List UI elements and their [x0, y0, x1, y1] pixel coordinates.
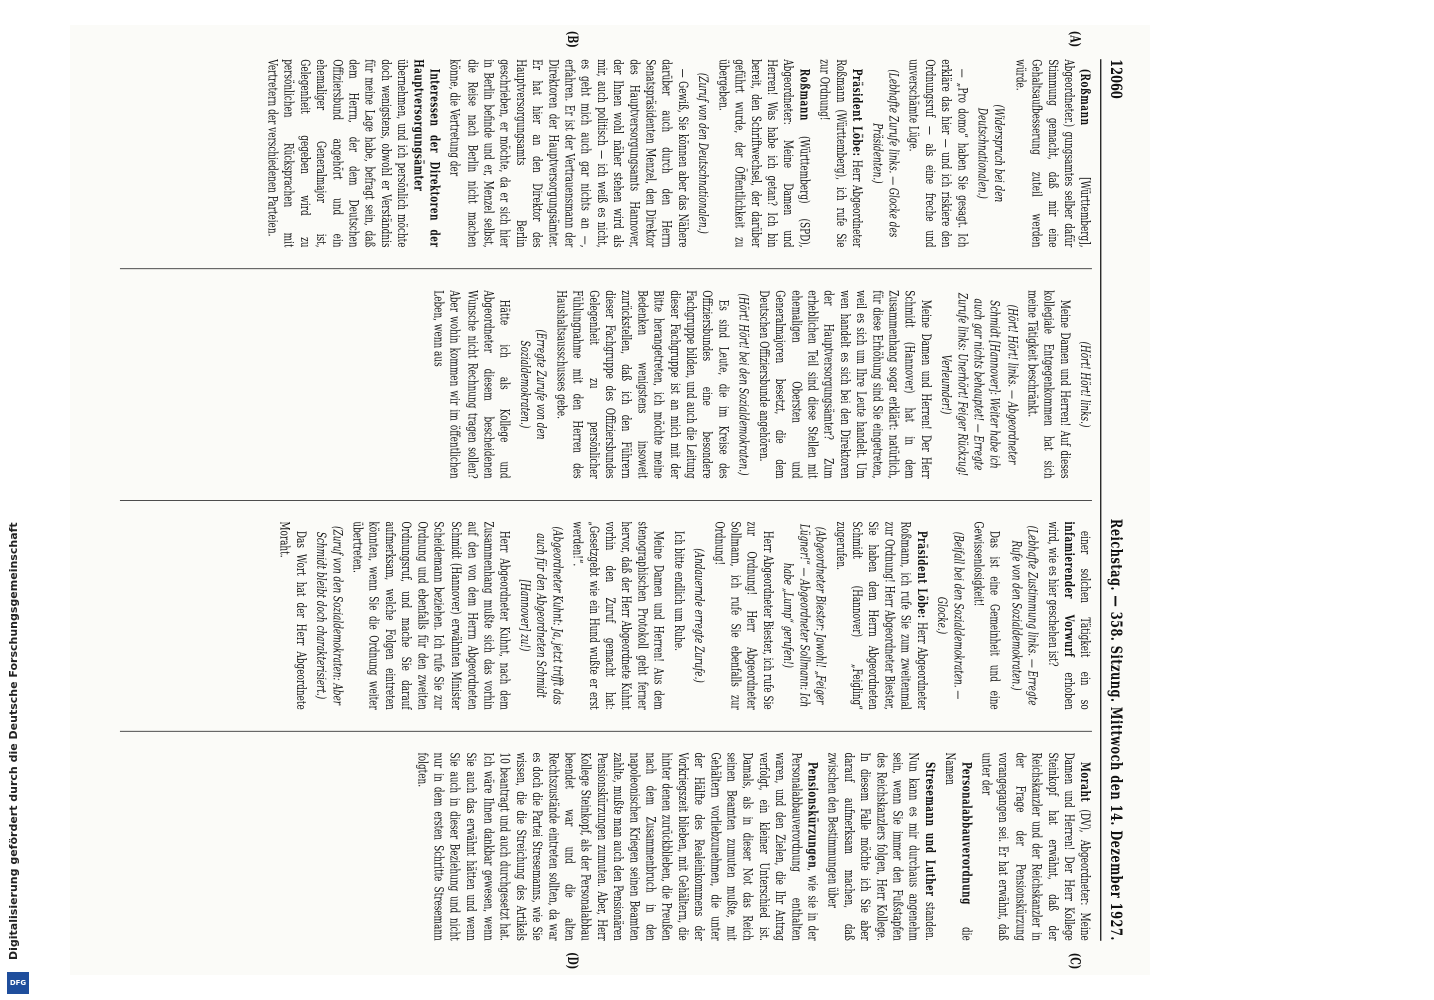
emphasized-text: Stresemann und Luther: [922, 761, 938, 897]
paragraph-text: Hätte ich als Kollege und Abgeordneter diesem bescheidenen Wunsche nicht Rechnung tragen sollen? Aber wohin kommen wir im öffentlichen Leben, wenn aus: [431, 290, 511, 479]
paragraph-text: Meine Damen und Herren! Auf dieses kollegiale Entgegenkommen hat sich meine Tätigkeit beschränkt.: [1023, 290, 1072, 479]
column-divider: [119, 500, 1091, 501]
paragraph-text: (Württemberg) (SPD), Abgeordneter: Meine Damen und Herren! Was habe ich getan? Ich bin bereit, den Schriftwechsel, der darüber geführt wurde, der Öffentlichkeit zu übergeben.: [715, 59, 812, 248]
speaker-name: Präsident Löbe:: [849, 68, 865, 157]
speaker-name: Roßmann: [796, 68, 812, 121]
paragraph-text: Ich bitte endlich um Ruhe.: [670, 530, 686, 652]
paragraph: [832, 521, 929, 709]
paragraph: [413, 752, 819, 940]
paragraph-text: , wie sie in der Personalabbauverordnung enthalten waren, und den Zielen, die Ihr Antrag verfolgt, ein kleiner Unterschied ist. Damals, als in dieser Not das Reich seinen Beamten zumuten mußte, mit Gehältern vorliebzunehmen, die unter der Hälfte des Realeinkommens der Vorkriegszeit blieben, mit Gehältern, die hinter denen zurückblieben, die Preußen nach dem Zusammenbruch in den napoleonischen Kriegen seinen Beamten zahlte, mußte man auch den Pensionären Pensionskürzungen zumuten. Aber, Herr Kollege Steinkopf, als der Personalabbau beendet war und die alten Rechtszustände eintreten sollten, da war es doch die Partei Stresemanns, wie Sie wissen, die die Streichung des Artikels 10 beantragt und auch durchgesetzt hat. Ich wäre Ihnen dankbar gewesen, wenn Sie auch das erwähnt hätten und wenn Sie auch in dieser Beziehung und nicht nur in dem ersten Schritte Stresemann folgten.: [414, 752, 820, 941]
paragraph: [710, 521, 775, 709]
paragraph-text: einer solchen Tätigkeit ein so: [1076, 530, 1092, 710]
digitization-credit: Digitalisierung gefördert durch die Deutsche Forschungsgemeinschaft: [7, 522, 20, 960]
paragraph: [823, 752, 937, 940]
paragraph-text: Herr Abgeordneter Roßmann, ich rufe Sie zum zweitenmal zur Ordnung! Herr Abgeordneter Biester, Sie haben dem Herrn Abgeordneten Schmidt (Hannover) „Feigling“ zugerufen.: [833, 521, 930, 710]
paragraph: [1010, 59, 1091, 247]
text-column-2: [119, 290, 1091, 478]
page-number: 12060: [1106, 59, 1126, 99]
interjection: (Hört! Hört! links. — Abgeordneter Schmidt [Hannover]: Weiter habe ich auch gar nichts behauptet! — Erregte Zurufe links: Unerhört! Feiger Rückzug! Verleumder!): [938, 292, 1019, 476]
paragraph: [754, 290, 933, 478]
paragraph-text: erhoben wird, wie es hier geschehen ist?: [1044, 521, 1076, 710]
paragraph-text: die Namen: [942, 752, 974, 941]
emphasized-text: Pensionskürzungen: [804, 761, 820, 869]
dfg-logo: DFG: [7, 972, 29, 994]
paragraph: [669, 521, 685, 709]
paragraph-text: Herr Abgeordneter Biester, ich rufe Sie zur Ordnung! Herr Abgeordneter Sollmann, ich rufe Sie ebenfalls zur Ordnung!: [711, 521, 775, 710]
document-page: [70, 25, 1150, 975]
paragraph-text: — „Pro domo“ haben Sie gesagt. Ich erkläre das hier — und ich riskiere den Ordnungsruf — als eine freche und unverschämte Lüge.: [906, 59, 970, 248]
paragraph: [551, 290, 730, 478]
paragraph: [349, 521, 511, 709]
column-divider: [119, 731, 1091, 732]
interjection: (Hört! Hört! links.): [1076, 341, 1092, 428]
interjection: (Andauernde erregte Zurufe.): [690, 548, 706, 683]
paragraph: [1043, 521, 1092, 709]
paragraph-text: — Gewiß, Sie können aber das Nähere darüber auch durch den Herrn Senatspräsidenten Menzel, den Direktor des Hauptversorgungsamts Hannover, der Ihnen wohl näher stehen wird als mir, auch politisch — ich weiß es nicht, es geht mich auch gar nichts an —, erfahren. Er ist der Vertrauensmann der Direktoren der Hauptversorgungsämter. Er hat hier an den Direktor des Hauptversorgungsamts Berlin geschrieben, er möchte, da er sich hier in Berlin befinde und er, Menzel selbst, die Reise nach Berlin nicht machen könne, die Vertretung der: [447, 59, 690, 248]
speaker-name: Moraht: [1076, 761, 1092, 803]
text-columns: [119, 30, 1092, 970]
emphasized-text: Interessen der Direktoren der Hauptversorgungsämter: [410, 59, 442, 248]
emphasized-text: Personalabbauverordnung: [958, 761, 974, 905]
rotated-page-container: [70, 25, 1150, 975]
paragraph: [1022, 290, 1071, 478]
paragraph-text: [Württemberg], Abgeordneter.) gungsamtes selber dafür Stimmung gemacht, daß mir eine Gehaltsaufbesserung zuteil werden würde.: [1011, 59, 1092, 248]
paragraph: [905, 59, 970, 247]
interjection: (Widerspruch bei den Deutschnationalen.): [975, 104, 1007, 203]
interjection: (Lebhafte Zurufe links. — Glocke des Präsidenten.): [869, 69, 901, 238]
column-divider: [119, 268, 1091, 269]
emphasized-text: infamierender Vorwurf: [1060, 521, 1076, 658]
margin-marker-b: (B): [563, 30, 579, 48]
paragraph-text: Das Wort hat der Herr Abgeordnete Moraht.: [276, 521, 308, 710]
paragraph-text: (DV), Abgeordneter: Meine Damen und Herren! Der Herr Kollege Steinkopf hat erwähnt, daß der Reichskanzler und der Reichskanzler in der Frage der Pensionskürzung vorangegangen sei. Er hat erwähnt, daß unter der: [979, 752, 1092, 941]
margin-marker-c: (C): [1065, 952, 1081, 970]
interjection: (Abgeordneter Biester: Jawohl! „Feiger Lügner!“ — Abgeordneter Sollmann: Ich habe „Lump“ gerufen!): [780, 523, 828, 708]
paragraph-text: Meine Damen und Herren! Der Herr Schmidt (Hannover) hat in dem Zusammenhang sogar erklärt: natürlich, für diese Erhöhung sind Sie eingetreten, weil es sich um Ihre Leute handelt. Um wen handelt es sich bei den Direktoren der Hauptversorgungsämter? Zum erheblichen Teil sind diese Stellen mit ehemaligen Obersten und Generalmajoren besetzt, die dem Deutschen Offiziersbunde angehören.: [755, 290, 934, 479]
paragraph: [941, 752, 973, 940]
digitization-footer: [0, 0, 36, 1000]
interjection: (Hört! Hört! bei den Sozialdemokraten.): [735, 293, 751, 476]
paragraph: [714, 59, 811, 247]
interjection: (Beifall bei den Sozialdemokraten. — Glocke.): [934, 531, 966, 700]
interjection: (Erregte Zurufe von den Sozialdemokraten.): [516, 329, 548, 440]
interjection: (Zuruf von den Deutschnationalen.): [694, 72, 710, 234]
paragraph: [970, 521, 1002, 709]
speaker-name: (Roßmann: [1076, 68, 1092, 126]
text-column-4: [119, 752, 1091, 940]
paragraph: [568, 521, 665, 709]
paragraph: [815, 59, 864, 247]
paragraph-text: Es sind Leute, die im Kreise des Offiziersbundes eine besondere Fachgruppe bilden, und auch die Leitung dieser Fachgruppe ist an mich mit der Bitte herangetreten, ich möchte meine Bedenken wenigstens insoweit zurückstellen, daß ich den Führern dieser Fachgruppe des Offiziersbundes Gelegenheit zu persönlicher Fühlungnahme mit den Herren des Haushaltsausschusses gebe.: [552, 290, 731, 479]
interjection: (Zuruf von den Sozialdemokraten: Aber Schmidt bleibt doch charakterisiert.): [313, 526, 345, 706]
paragraph-text: übernehmen, und ich persönlich möchte doch wenigstens, obwohl er Verständnis für meine Lage habe, befragt sein, daß dem Herrn, der dem Deutschen Offiziersbund angehört und ein ehemaliger Generalmajor ist, Gelegenheit gegeben wird zu persönlichen Rücksprachen mit Vertretern der verschiedenen Parteien.: [264, 59, 410, 248]
text-column-3: [119, 521, 1091, 709]
page-header: [1100, 59, 1126, 941]
interjection: (Lebhafte Zustimmung links. — Erregte Rufe von den Sozialdemokraten.): [1007, 525, 1039, 706]
paragraph-text: Meine Damen und Herren! Aus dem stenographischen Protokoll geht ferner hervor, daß der Herr Abgeordnete Kuhnt vorhin den Zuruf gemacht hat: „Gesetzgebt wie ein Hund wußte er erst werden!“.: [569, 521, 666, 710]
margin-marker-a: (A): [1065, 30, 1081, 48]
text-column-1: [119, 59, 1091, 247]
paragraph-text: Herr Abgeordneter Roßmann (Württemberg), ich rufe Sie zur Ordnung!: [816, 59, 865, 248]
paragraph: [263, 59, 442, 247]
paragraph: [275, 521, 307, 709]
speaker-name: Präsident Löbe:: [914, 530, 930, 619]
interjection: (Abgeordneter Kuhnt: Ja, jetzt trifft das auch für den Abgeordneten Schmidt [Hannover] zu!): [516, 526, 564, 705]
paragraph: [446, 59, 690, 247]
paragraph-text: standen. Nun kann es mir durchaus angenehm sein, wenn Sie immer den Fußstapfen des Reichskanzlers folgen, Herr Kollege. In diesem Falle möchte ich Sie aber darauf aufmerksam machen, daß zwischen den Bestimmungen über: [824, 752, 938, 941]
paragraph-text: Herr Abgeordneter Kuhnt, nach dem Zusammenhang mußte sich das vorhin auf den von dem Herrn Abgeordneten Schmidt (Hannover) erwähnten Minister Scheidemann beziehen. Ich rufe Sie zur Ordnung und ebenfalls für den zweiten Ordnungsruf, und mache Sie darauf aufmerksam, welche Folgen eintreten könnten, wenn Sie die Ordnung weiter übertreten.: [349, 521, 511, 710]
page-title: Reichstag. — 358. Sitzung. Mittwoch den 14. Dezember 1927.: [1106, 518, 1126, 941]
paragraph: [430, 290, 511, 478]
paragraph: [978, 752, 1092, 940]
margin-marker-d: (D): [563, 952, 579, 970]
paragraph-text: Das ist eine Gemeinheit und eine Gewissenlosigkeit!: [971, 521, 1003, 710]
